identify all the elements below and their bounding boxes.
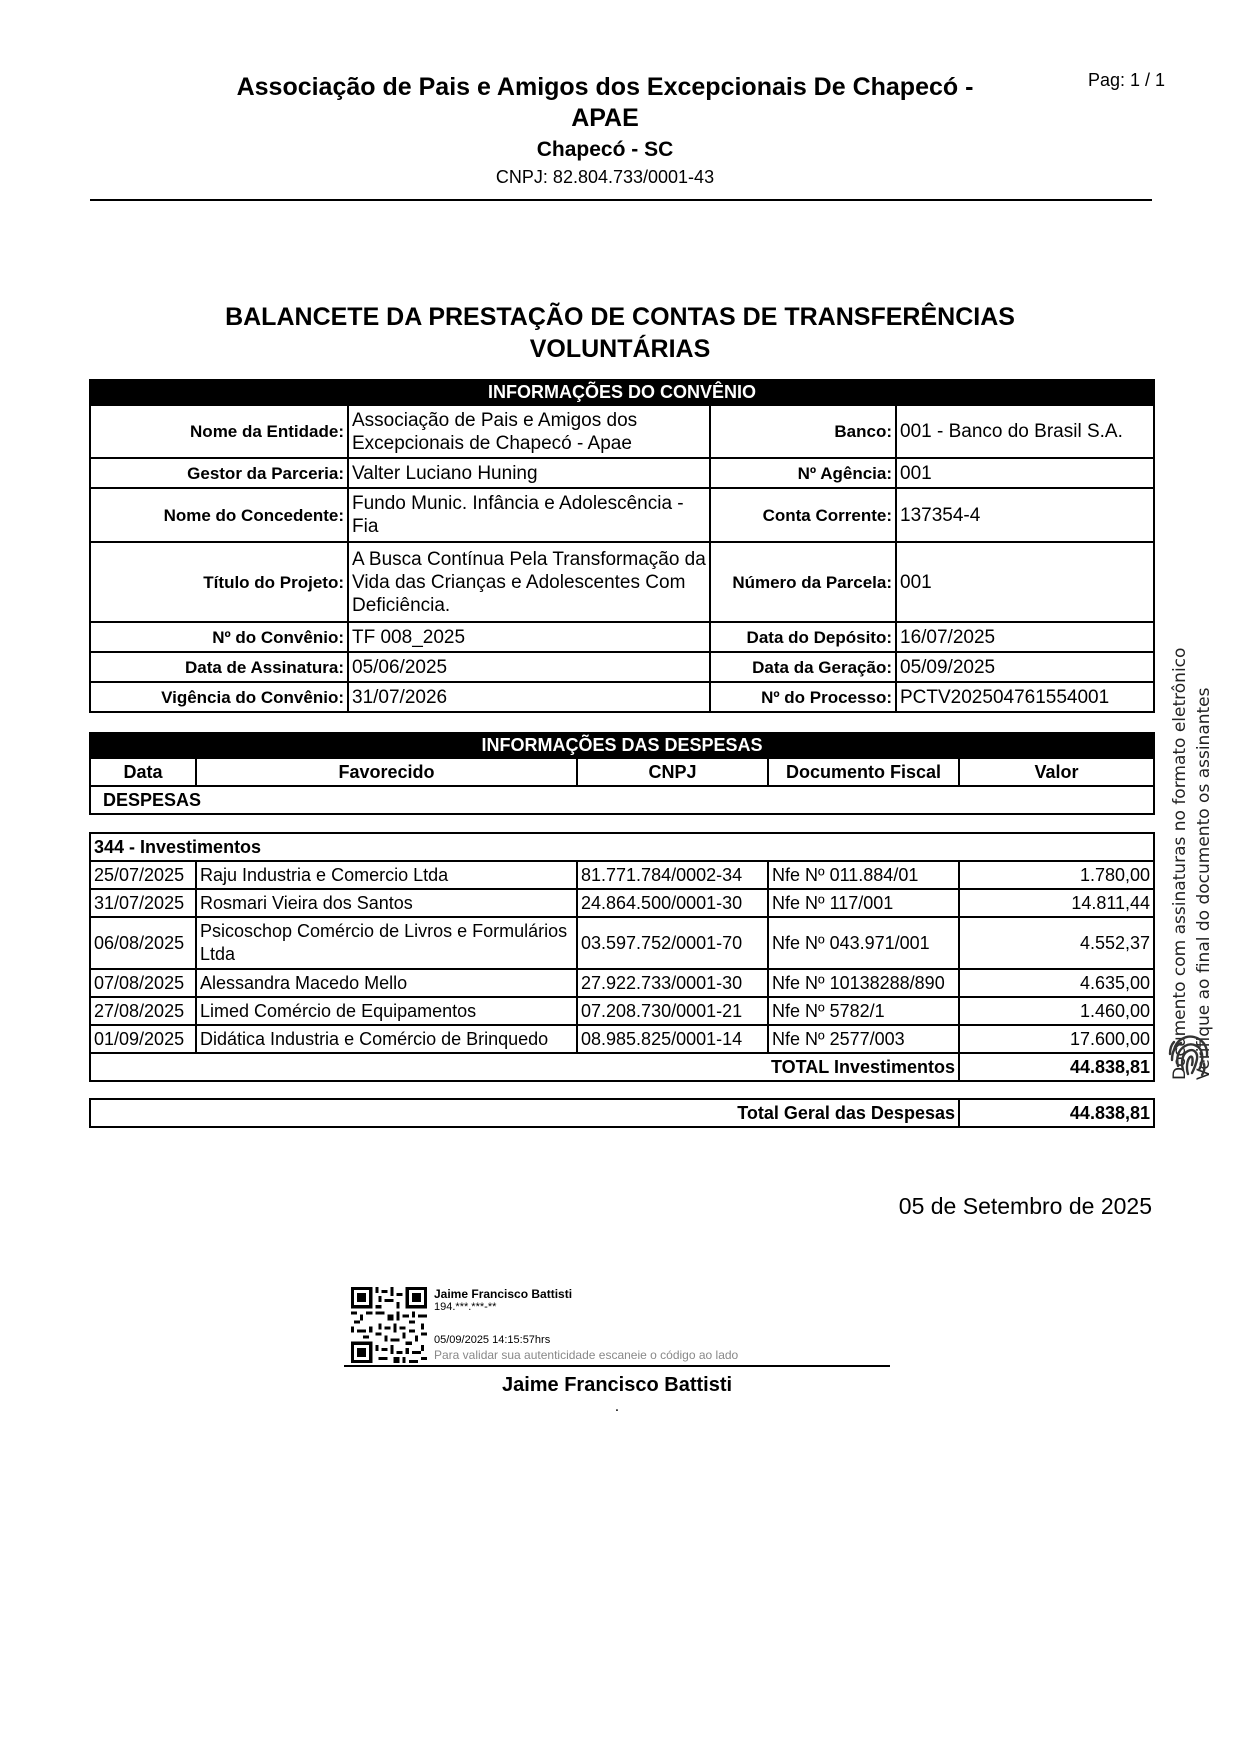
label-concedente: Nome do Concedente: [90, 488, 348, 542]
cell-valor: 14.811,44 [959, 889, 1154, 917]
cell-valor: 17.600,00 [959, 1025, 1154, 1053]
table-row [90, 1025, 1154, 1053]
signature-signer-name: Jaime Francisco Battisti [501, 1374, 733, 1396]
document-title: BALANCETE DA PRESTAÇÃO DE CONTAS DE TRANSFERÊNCIAS VOLUNTÁRIAS [225, 303, 1015, 363]
column-header-data: Data [90, 758, 196, 786]
signature-line [344, 1365, 890, 1367]
signature-signer-name-small: Jaime Francisco Battisti [434, 1287, 573, 1301]
signature-cpf: 194.***.***-** [434, 1301, 497, 1313]
despesas-header-table [89, 732, 1155, 815]
cell-data: 25/07/2025 [90, 861, 196, 889]
total-investimentos-value: 44.838,81 [959, 1053, 1154, 1081]
convenio-info-table [89, 379, 1155, 713]
value-vigencia: 31/07/2026 [348, 682, 710, 712]
electronic-signature-stamp [1168, 590, 1238, 1080]
cell-favorecido: Psicoschop Comércio de Livros e Formulários Ltda [196, 917, 577, 969]
despesas-subheader: DESPESAS [90, 786, 1154, 814]
column-header-cnpj: CNPJ [577, 758, 768, 786]
cell-cnpj: 81.771.784/0002-34 [577, 861, 768, 889]
label-conta-corrente: Conta Corrente: [710, 488, 896, 542]
value-data-assinatura: 05/06/2025 [348, 652, 710, 682]
label-nome-entidade: Nome da Entidade: [90, 405, 348, 458]
signature-signer-role: . [614, 1398, 620, 1415]
document-date: 05 de Setembro de 2025 [898, 1193, 1152, 1219]
table-row [90, 997, 1154, 1025]
label-gestor: Gestor da Parceria: [90, 458, 348, 488]
cell-cnpj: 27.922.733/0001-30 [577, 969, 768, 997]
organization-cnpj: CNPJ: 82.804.733/0001-43 [495, 167, 715, 187]
cell-data: 01/09/2025 [90, 1025, 196, 1053]
table-row [90, 917, 1154, 969]
cell-valor: 1.780,00 [959, 861, 1154, 889]
table-row [90, 969, 1154, 997]
column-header-favorecido: Favorecido [196, 758, 577, 786]
cell-cnpj: 08.985.825/0001-14 [577, 1025, 768, 1053]
organization-name: Associação de Pais e Amigos dos Excepcionais De Chapecó - APAE [236, 73, 974, 132]
cell-documento: Nfe Nº 043.971/001 [768, 917, 959, 969]
cell-documento: Nfe Nº 10138288/890 [768, 969, 959, 997]
convenio-section-title: INFORMAÇÕES DO CONVÊNIO [90, 380, 1154, 405]
cell-documento: Nfe Nº 5782/1 [768, 997, 959, 1025]
value-concedente: Fundo Munic. Infância e Adolescência - Fia [348, 488, 710, 542]
label-titulo-projeto: Título do Projeto: [90, 542, 348, 622]
signature-validation-note: Para validar sua autenticidade escaneie o código ao lado [434, 1348, 739, 1362]
label-numero-processo: Nº do Processo: [710, 682, 896, 712]
grand-total-label: Total Geral das Despesas [90, 1099, 959, 1127]
value-banco: 001 - Banco do Brasil S.A. [896, 405, 1154, 458]
cell-documento: Nfe Nº 2577/003 [768, 1025, 959, 1053]
fingerprint-icon [1166, 1030, 1214, 1078]
label-data-assinatura: Data de Assinatura: [90, 652, 348, 682]
cell-favorecido: Didática Industria e Comércio de Brinquedo [196, 1025, 577, 1053]
table-row [90, 889, 1154, 917]
label-agencia: Nº Agência: [710, 458, 896, 488]
cell-favorecido: Alessandra Macedo Mello [196, 969, 577, 997]
organization-city: Chapecó - SC [536, 138, 674, 161]
qr-code-icon [351, 1287, 427, 1363]
header-divider [90, 199, 1152, 201]
label-vigencia: Vigência do Convênio: [90, 682, 348, 712]
label-data-deposito: Data do Depósito: [710, 622, 896, 652]
despesas-group-label: 344 - Investimentos [90, 833, 1154, 861]
value-gestor: Valter Luciano Huning [348, 458, 710, 488]
cell-data: 31/07/2025 [90, 889, 196, 917]
cell-data: 07/08/2025 [90, 969, 196, 997]
column-header-documento-fiscal: Documento Fiscal [768, 758, 959, 786]
label-data-geracao: Data da Geração: [710, 652, 896, 682]
stamp-line-2: Verifique ao final do documento os assinantes [1194, 687, 1214, 1080]
cell-valor: 4.552,37 [959, 917, 1154, 969]
grand-total-value: 44.838,81 [959, 1099, 1154, 1127]
cell-favorecido: Limed Comércio de Equipamentos [196, 997, 577, 1025]
total-investimentos-label: TOTAL Investimentos [90, 1053, 959, 1081]
value-agencia: 001 [896, 458, 1154, 488]
cell-valor: 1.460,00 [959, 997, 1154, 1025]
signature-timestamp: 05/09/2025 14:15:57hrs [434, 1334, 551, 1346]
label-banco: Banco: [710, 405, 896, 458]
value-numero-parcela: 001 [896, 542, 1154, 622]
cell-favorecido: Rosmari Vieira dos Santos [196, 889, 577, 917]
cell-cnpj: 07.208.730/0001-21 [577, 997, 768, 1025]
label-numero-convenio: Nº do Convênio: [90, 622, 348, 652]
page-number: Pag: 1 / 1 [1087, 70, 1165, 90]
value-data-geracao: 05/09/2025 [896, 652, 1154, 682]
value-nome-entidade: Associação de Pais e Amigos dos Excepcionais de Chapecó - Apae [348, 405, 710, 458]
value-numero-processo: PCTV202504761554001 [896, 682, 1154, 712]
despesas-table [89, 832, 1155, 1082]
label-numero-parcela: Número da Parcela: [710, 542, 896, 622]
cell-documento: Nfe Nº 011.884/01 [768, 861, 959, 889]
value-numero-convenio: TF 008_2025 [348, 622, 710, 652]
value-titulo-projeto: A Busca Contínua Pela Transformação da Vida das Crianças e Adolescentes Com Deficiência. [348, 542, 710, 622]
table-row [90, 861, 1154, 889]
cell-cnpj: 03.597.752/0001-70 [577, 917, 768, 969]
value-conta-corrente: 137354-4 [896, 488, 1154, 542]
cell-data: 06/08/2025 [90, 917, 196, 969]
cell-documento: Nfe Nº 117/001 [768, 889, 959, 917]
cell-data: 27/08/2025 [90, 997, 196, 1025]
stamp-line-1: Documento com assinaturas no formato eletrônico [1170, 647, 1190, 1080]
cell-favorecido: Raju Industria e Comercio Ltda [196, 861, 577, 889]
despesas-section-title: INFORMAÇÕES DAS DESPESAS [90, 733, 1154, 758]
cell-valor: 4.635,00 [959, 969, 1154, 997]
value-data-deposito: 16/07/2025 [896, 622, 1154, 652]
grand-total-table [89, 1098, 1155, 1128]
cell-cnpj: 24.864.500/0001-30 [577, 889, 768, 917]
column-header-valor: Valor [959, 758, 1154, 786]
